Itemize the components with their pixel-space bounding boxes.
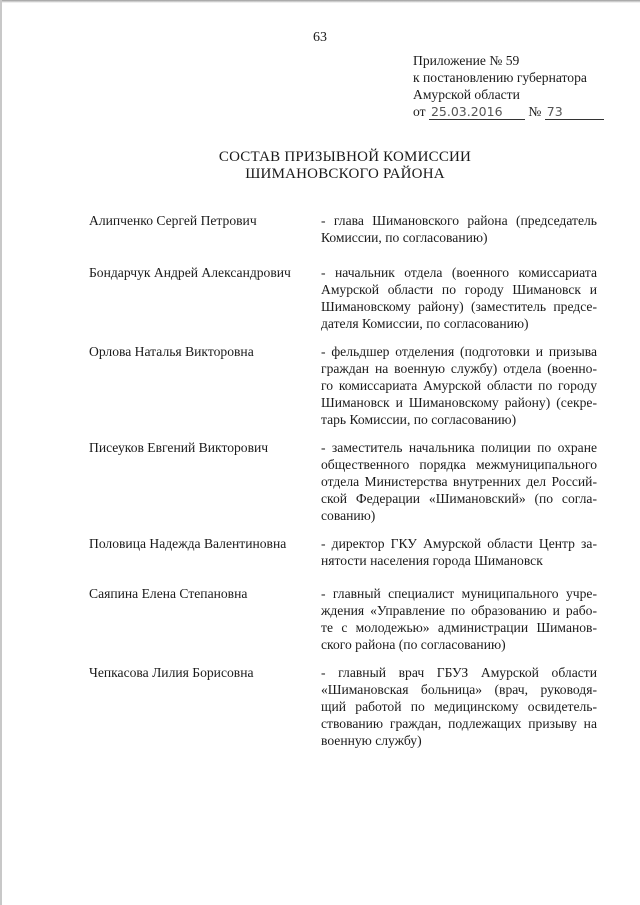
member-role-line: отдела Министерства внутренних дел Россий- (321, 474, 597, 489)
member-role-line: Амурской области по городу Шимановск и (321, 282, 597, 297)
member-name: Половица Надежда Валентиновна (89, 536, 287, 551)
date-prefix: от (413, 104, 426, 119)
member-role-line: нятости населения города Шимановск (321, 553, 543, 568)
member-name: Чепкасова Лилия Борисовна (89, 665, 254, 680)
member-role-line: общественного порядка межмуниципального (321, 457, 597, 472)
appendix-header (413, 52, 604, 120)
appendix-line-2: к постановлению губернатора (413, 70, 587, 85)
member-role-line: Шимановск и Шимановскому району) (секре- (321, 395, 597, 410)
member-name: Бондарчук Андрей Александрович (89, 265, 291, 280)
scan-edge-left (0, 0, 2, 905)
member-role-line: - директор ГКУ Амурской области Центр за- (321, 536, 597, 551)
member-role (321, 535, 597, 569)
member-role-line: ской Федерации «Шимановский» (по согла- (321, 491, 597, 506)
title-line-2: ШИМАНОВСКОГО РАЙОНА (245, 166, 445, 182)
member-role-line: го комиссариата Амурской области по городу (321, 378, 597, 393)
member-role-line: - фельдшер отделения (подготовки и призыва (321, 344, 597, 359)
member-role (321, 343, 597, 428)
member-name: Саяпина Елена Степановна (89, 586, 248, 601)
member-role-line: дателя Комиссии, по согласованию) (321, 316, 529, 331)
number-prefix: № (528, 104, 542, 119)
member-role-line: тарь Комиссии, по согласованию) (321, 412, 517, 427)
member-role-line: «Шимановская больница» (врач, руководя- (321, 682, 597, 697)
member-role-line: - заместитель начальника полиции по охране (321, 440, 597, 455)
member-role-line: - главный врач ГБУЗ Амурской области (321, 665, 597, 680)
member-name: Писеуков Евгений Викторович (89, 440, 269, 455)
appendix-line-3: Амурской области (413, 87, 520, 102)
member-role-line: те с молодежью» администрации Шиманов- (321, 620, 597, 635)
member-role-line: - главный специалист муниципального учре- (321, 586, 597, 601)
member-name: Орлова Наталья Викторовна (89, 344, 254, 359)
appendix-line-1: Приложение № 59 (413, 53, 520, 68)
member-role (321, 439, 597, 524)
number-value: 73 (545, 105, 604, 120)
member-role-line: - глава Шимановского района (председатель (321, 213, 597, 228)
member-role-line: сованию) (321, 508, 376, 523)
member-role-line: ского района (по согласованию) (321, 637, 506, 652)
member-role-line: - начальник отдела (военного комиссариата (321, 265, 597, 280)
member-role-line: военную службу) (321, 733, 422, 748)
date-value: 25.03.2016 (429, 105, 525, 120)
member-role-line: ждения «Управление по образованию и рабо- (321, 603, 597, 618)
title-line-1: СОСТАВ ПРИЗЫВНОЙ КОМИССИИ (218, 149, 472, 165)
member-role-line: граждан на военную службу) отдела (военно- (321, 361, 597, 376)
member-role-line: Комиссии, по согласованию) (321, 230, 488, 245)
appendix-date-line (413, 103, 604, 120)
document-title (0, 149, 640, 183)
page-number: 63 (313, 30, 327, 45)
member-role (321, 264, 597, 332)
member-role-line: ствованию граждан, подлежащих призыву на (321, 716, 597, 731)
member-role (321, 664, 597, 749)
member-role-line: Шимановскому району) (заместитель предсе- (321, 299, 597, 314)
member-name: Алипченко Сергей Петрович (89, 213, 257, 228)
member-role (321, 212, 597, 246)
scan-edge-top (0, 0, 640, 3)
member-role (321, 585, 597, 653)
member-role-line: щий работой по медицинскому освидетель- (321, 699, 597, 714)
